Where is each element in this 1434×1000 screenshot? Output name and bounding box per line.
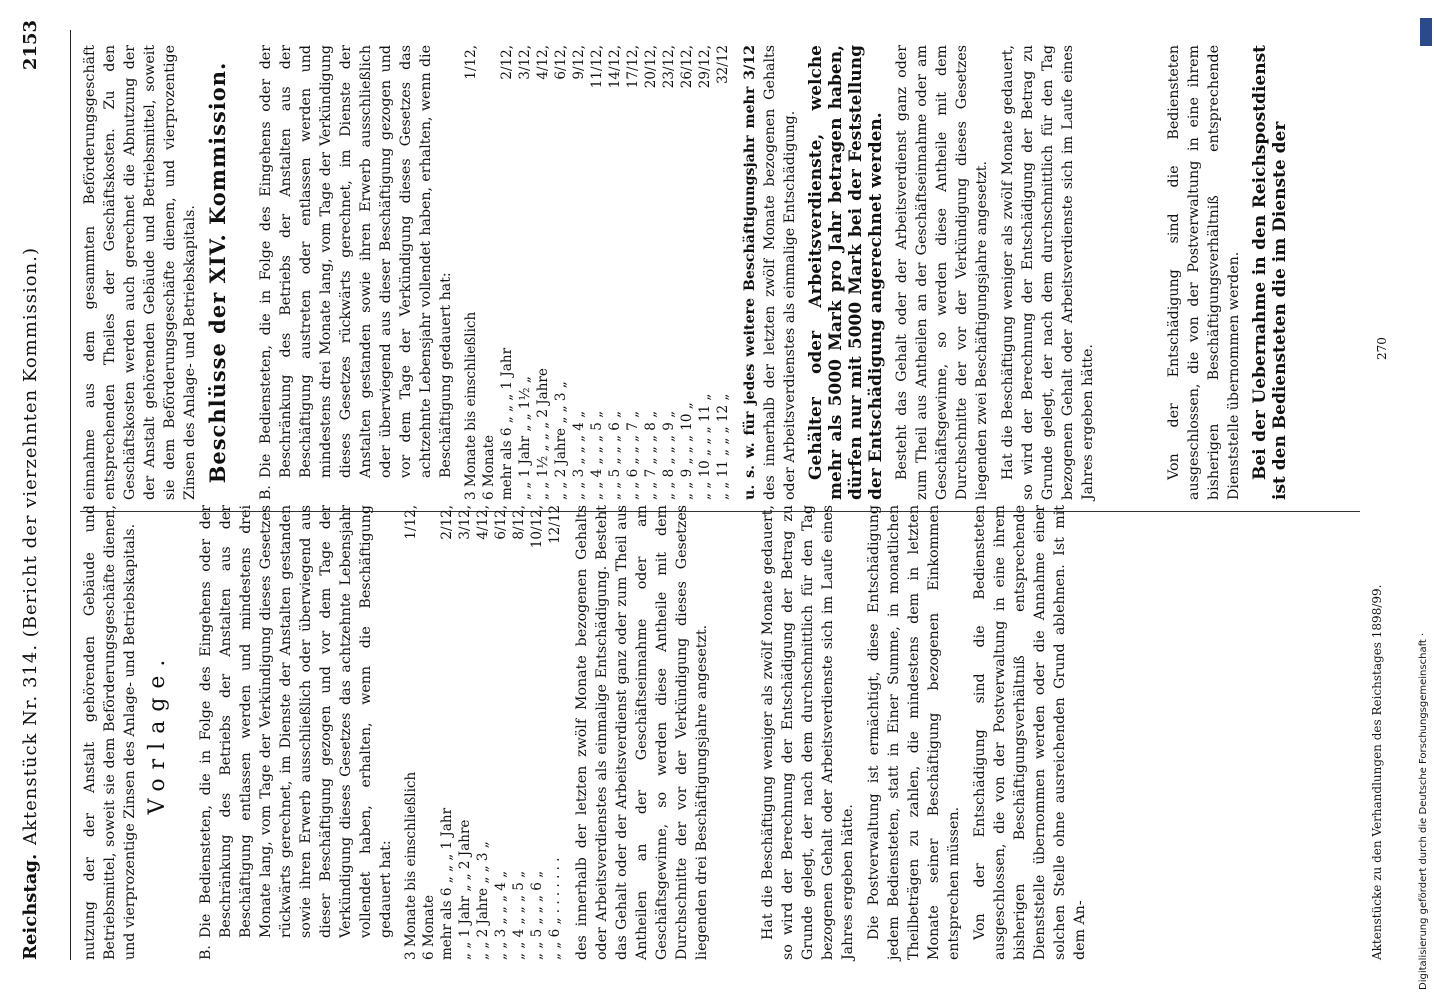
row-fraction: 14/12, (607, 45, 623, 89)
right-p-uebernahme: Bei der Uebernahme in den Reichspostdienst ist den Bediensteten die im Dienste der (1250, 45, 1290, 500)
row-duration: „ „ 4 „ „ „ 5 „ (511, 870, 527, 960)
row-fraction: 2/12, (439, 505, 455, 540)
sheet-mark: 270 (1375, 337, 1389, 360)
row-fraction: 6/12, (553, 45, 569, 80)
table-row (546, 505, 564, 960)
row-fraction: 3/12, (457, 505, 473, 540)
row-duration: mehr als 6 „ „ „ 1 Jahr (439, 807, 455, 960)
row-fraction: 8/12, (511, 505, 527, 540)
left-p2: des innerhalb der letzten zwölf Monate bezogenen Gehalts oder Arbeitsverdienstes als einmalige Entschädigung. Besteht das Gehalt oder der Arbeitsverdienst ganz oder zum Theil aus Antheilen an der Geschäftseinnahme oder am Geschäftsgewinne, so werden diese Antheile mit dem Durchschnitte der vor der Verkündigung dieses Gesetzes liegenden drei Beschäftigungsjahre angesetzt. (574, 505, 710, 960)
row-fraction: 1/12, (403, 505, 419, 540)
row-duration: „ „ 1 Jahr „ „ 1½ „ (517, 376, 533, 500)
table-row (552, 45, 570, 500)
right-p2: Besteht das Gehalt oder der Arbeitsverdienst ganz oder zum Theil aus Antheilen an der Geschäftseinnahme oder am Geschäftsgewinne, so werden diese Antheile mit dem Durchschnitte der vor der Verkündigung dieses Gesetzes liegenden zwei Beschäftigungsjahre angesetzt. (894, 45, 990, 500)
row-duration: „ „ 1½ „ „ „ 2 Jahre (535, 368, 551, 500)
table-row (456, 505, 474, 960)
row-fraction: 12/12 (547, 505, 563, 544)
table-row (528, 505, 546, 960)
row-fraction: 11/12, (589, 45, 605, 89)
row-duration: „ „ 7 „ „ „ 8 „ (643, 410, 659, 500)
row-fraction: 2/12, (499, 45, 515, 80)
row-fraction: 26/12, (679, 45, 695, 89)
row-duration: „ „ 9 „ „ „ 10 „ (679, 402, 695, 500)
digitization-sidebar (1418, 10, 1434, 1000)
left-b-text: Die Bediensteten, die in Folge des Eingehens oder der Beschränkung des Betriebs der Anstalten aus der Beschäftigung entlassen werden und mindestens drei Monate lang, vom Tage der Verkündigung dieses Gesetzes rückwärts gerechnet, im Dienste der Anstalten gestanden sowie ihren Erwerb ausschließlich oder überwiegend aus dieser Beschäftigung gezogen und vor dem Tage der Verkündigung dieses Gesetzes das achtzehnte Lebensjahr vollendet haben, erhalten, wenn die Beschäftigung gedauert hat: (198, 505, 394, 938)
digitization-note: Digitalisierung gefördert durch die Deutsche Forschungsgemeinschaft · (1418, 632, 1429, 990)
table-row (678, 45, 696, 500)
table-row (516, 45, 534, 500)
right-column (80, 45, 1350, 500)
row-fraction: 1/12, (463, 45, 479, 80)
row-fraction: 4/12, (535, 45, 551, 80)
row-fraction: 17/12, (625, 45, 641, 89)
page-number: 2153 (20, 20, 41, 71)
row-fraction: 6/12, (493, 505, 509, 540)
table-row (438, 505, 456, 960)
table-row (492, 505, 510, 960)
row-duration: „ „ 6 „ „ „ 7 „ (625, 410, 641, 500)
left-table (402, 505, 564, 960)
left-title: Vorlage. (145, 650, 170, 815)
table-row (606, 45, 624, 500)
row-duration: „ „ 10 „ „ „ 11 „ (697, 393, 713, 500)
row-duration: „ „ 5 „ „ „ 6 „ (607, 410, 623, 500)
row-duration: 3 Monate bis einschließlich 6 Monate (463, 311, 497, 500)
row-duration: „ „ 8 „ „ „ 9 „ (661, 410, 677, 500)
table-row (534, 45, 552, 500)
table-row (402, 505, 438, 960)
right-b-paragraph (256, 45, 456, 500)
left-p3: Hat die Beschäftigung weniger als zwölf Monate gedauert, so wird der Berechnung der Entschädigung der Betrag zu Grunde gelegt, der nach dem durchschnittlich für den Tag bezogenen Gehalt oder Arbeitsverdienste sich im Laufe eines Jahres ergeben hätte. (760, 505, 856, 960)
right-intro: einnahme aus dem gesammten Beförderungsgeschäft entsprechenden Theiles der Geschäftskosten. Zu den Geschäftskosten werden auch gerechnet die Abnutzung der der Anstalt gehörenden Gebäude und Betriebsmittel, soweit sie dem Beförderungsgeschäfte dienen, und vierprozentige Zinsen des Anlage- und Betriebskapitals. (82, 45, 198, 500)
row-duration: „ „ 2 Jahre „ „ 3 „ (553, 381, 569, 500)
header-left: Reichstag. (20, 853, 41, 960)
row-fraction: 32/12 (715, 45, 731, 84)
right-table (462, 45, 732, 500)
left-p5: Von der Entschädigung sind die Bediensteten ausgeschlossen, die von der Postverwaltung in eine ihrem bisherigen Beschäftigungsverhältniß entsprechende Dienststelle übernommen werden oder die Annahme einer solchen Stelle ohne ausreichenden Grund ablehnen. Ist mit dem An- (972, 505, 1088, 960)
right-b-mark: B. (258, 485, 274, 500)
table-row (462, 45, 498, 500)
row-duration: „ „ 11 „ „ „ 12 „ (715, 393, 731, 500)
row-duration: 3 Monate bis einschließlich 6 Monate (403, 771, 437, 960)
right-title: Beschlüsse der XIV. Kommission. (205, 61, 230, 484)
table-row (624, 45, 642, 500)
table-row (510, 505, 528, 960)
row-duration: mehr als 6 „ „ „ 1 Jahr (499, 347, 515, 500)
table-row (498, 45, 516, 500)
left-b-paragraph (196, 505, 396, 960)
row-fraction: 10/12, (529, 505, 545, 549)
table-row (570, 45, 588, 500)
row-fraction: 3/12, (517, 45, 533, 80)
left-intro: nutzung der der Anstalt gehörenden Gebäude und Betriebsmittel, soweit sie dem Beförderungsgeschäfte dienen, und vierprozentige Zinsen des Anlage- und Betriebskapitals. (82, 505, 138, 960)
header-rule (70, 30, 71, 960)
left-column (80, 505, 1350, 960)
right-p5: Von der Entschädigung sind die Bediensteten ausgeschlossen, die von der Postverwaltung in eine ihrem bisherigen Beschäftigungsverhältniß entsprechende Dienststelle übernommen werden. (1166, 45, 1242, 500)
table-row (642, 45, 660, 500)
row-duration: „ „ 3 „ „ „ 4 „ (571, 410, 587, 500)
row-duration: „ „ 3 „ „ „ 4 „ (493, 870, 509, 960)
row-fraction: 4/12, (475, 505, 491, 540)
row-fraction: 20/12, (643, 45, 659, 89)
table-row (474, 505, 492, 960)
right-uswi-cont: des innerhalb der letzten zwölf Monate bezogenen Gehalts oder Arbeitsverdienstes als einmalige Entschädigung. (762, 45, 798, 500)
footnote: Aktenstücke zu den Verhandlungen des Reichstages 1898/99. (1370, 584, 1384, 960)
row-duration: „ „ 2 Jahre „ „ 3 „ (475, 841, 491, 960)
right-uswi-bold: u. s. w. für jedes weitere Beschäftigungsjahr mehr 3/12 (742, 45, 758, 500)
header-title: Aktenstück Nr. 314. (Bericht der vierzehnten Kommission.) (20, 247, 41, 845)
row-duration: „ „ 5 „ „ „ 6 „ (529, 870, 545, 960)
row-duration: „ „ 6 „ . . . . . . . (547, 857, 563, 960)
right-p3: Hat die Beschäftigung weniger als zwölf Monate gedauert, so wird der Berechnung der Entschädigung der Betrag zu Grunde gelegt, der nach dem durchschnittlich für den Tag bezogenen Gehalt oder Arbeitsverdienste sich im Laufe eines Jahres ergeben hätte. (1000, 45, 1096, 500)
right-b-text: Die Bediensteten, die in Folge des Eingehens oder der Beschränkung des Betriebs der Anstalten aus der Beschäftigung austreten oder entlassen werden und mindestens drei Monate lang, vom Tage der Verkündigung dieses Gesetzes rückwärts gerechnet, im Dienste der Anstalten gestanden sowie ihren Erwerb ausschließlich oder überwiegend aus dieser Beschäftigung gezogen und vor dem Tage der Verkündigung dieses Gesetzes das achtzehnte Lebensjahr vollendet haben, erhalten, wenn die Beschäftigung gedauert hat: (258, 45, 454, 478)
row-duration: „ „ 1 Jahr „ „ 2 Jahre (457, 819, 473, 960)
table-row (660, 45, 678, 500)
right-salary-cap: Gehälter oder Arbeitsverdienste, welche mehr als 5000 Mark pro Jahr betragen haben, dürfen nur mit 5000 Mark bei der Feststellung der Entschädigung angerechnet werden. (806, 45, 886, 500)
page-header (10, 0, 50, 960)
row-fraction: 29/12, (697, 45, 713, 89)
left-b-mark: B. (198, 945, 214, 960)
left-p4: Die Postverwaltung ist ermächtigt, diese Entschädigung jedem Bediensteten, statt in Einer Summe, in monatlichen Theilbeträgen zu zahlen, die mindestens dem in letzten Monate seiner Beschäftigung bezogenen Einkommen entsprechen müssen. (866, 505, 962, 960)
row-fraction: 23/12, (661, 45, 677, 89)
table-row (714, 45, 732, 500)
right-p-uswi (740, 45, 800, 500)
row-duration: „ „ 4 „ „ „ 5 „ (589, 410, 605, 500)
row-fraction: 9/12, (571, 45, 587, 80)
table-row (588, 45, 606, 500)
table-row (696, 45, 714, 500)
